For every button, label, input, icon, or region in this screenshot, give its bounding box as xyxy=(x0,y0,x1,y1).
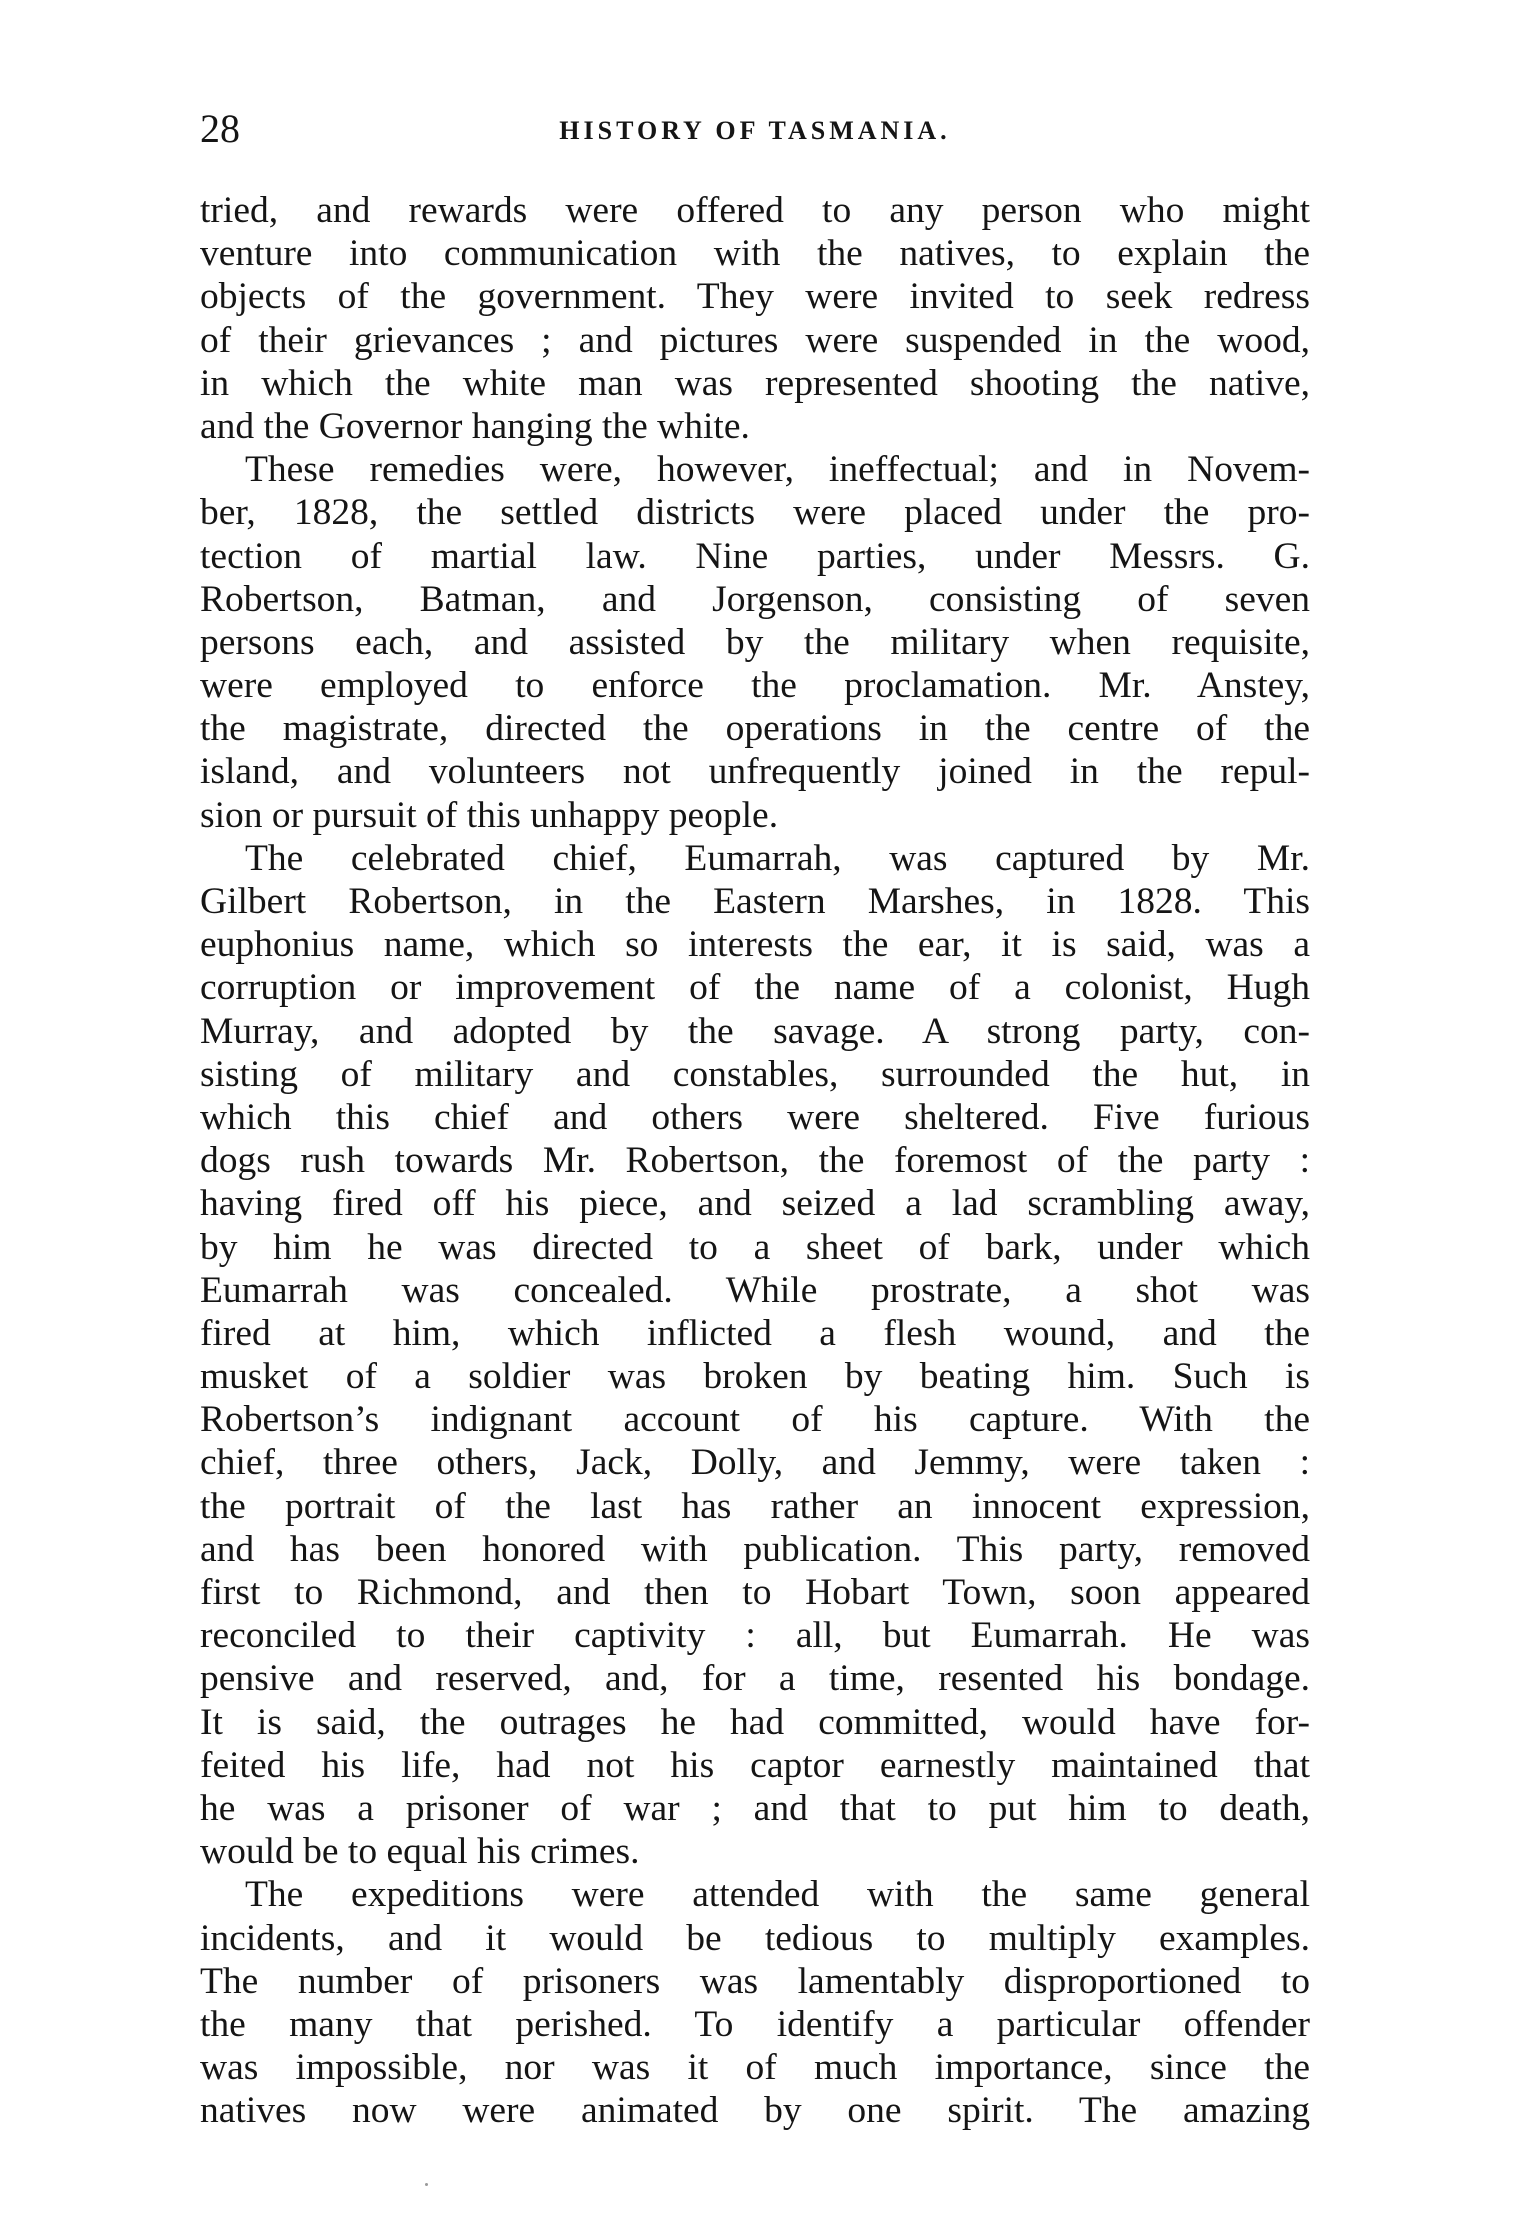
text-line: pensive and reserved, and, for a time, resented his bondage. xyxy=(200,1658,1310,1700)
text-line: dogs rush towards Mr. Robertson, the foremost of the party : xyxy=(200,1140,1310,1182)
text-line: the magistrate, directed the operations in the centre of the xyxy=(200,708,1310,750)
text-line: tection of martial law. Nine parties, under Messrs. G. xyxy=(200,535,1310,577)
text-line: venture into communication with the natives, to explain the xyxy=(200,233,1310,275)
text-line: island, and volunteers not unfrequently joined in the repul- xyxy=(200,751,1310,793)
text-line: persons each, and assisted by the military when requisite, xyxy=(200,621,1310,663)
text-line: first to Richmond, and then to Hobart Town, soon appeared xyxy=(200,1572,1310,1613)
text-line: fired at him, which inflicted a flesh wound, and the xyxy=(200,1312,1310,1354)
text-line: The number of prisoners was lamentably disproportioned to xyxy=(200,1960,1310,2002)
text-line: Gilbert Robertson, in the Eastern Marshes, in 1828. This xyxy=(200,881,1310,922)
text-line: Murray, and adopted by the savage. A strong party, con- xyxy=(200,1010,1310,1052)
page-number: 28 xyxy=(200,106,240,151)
text-line: feited his life, had not his captor earnestly maintained that xyxy=(200,1744,1310,1786)
text-line: by him he was directed to a sheet of bark, under which xyxy=(200,1226,1310,1268)
text-line: incidents, and it would be tedious to multiply examples. xyxy=(200,1917,1310,1959)
text-line: tried, and rewards were offered to any person who might xyxy=(200,190,1310,231)
text-line: sion or pursuit of this unhappy people. xyxy=(200,794,779,836)
text-line: Eumarrah was concealed. While prostrate, a shot was xyxy=(200,1269,1310,1311)
text-line: the portrait of the last has rather an innocent expression, xyxy=(200,1485,1310,1527)
text-line: of their grievances ; and pictures were suspended in the wood, xyxy=(200,319,1310,361)
text-line: Robertson, Batman, and Jorgenson, consisting of seven xyxy=(200,578,1310,620)
text-line: and has been honored with publication. This party, removed xyxy=(200,1528,1310,1570)
paragraph-first-line: The expeditions were attended with the same general xyxy=(245,1874,1310,1916)
text-line: which this chief and others were sheltered. Five furious xyxy=(200,1096,1310,1138)
text-line: would be to equal his crimes. xyxy=(200,1831,640,1873)
text-line: natives now were animated by one spirit. The amazing xyxy=(200,2090,1310,2132)
text-line: the many that perished. To identify a particular offender xyxy=(200,2003,1310,2045)
text-line: corruption or improvement of the name of a colonist, Hugh xyxy=(200,967,1310,1009)
text-line: was impossible, nor was it of much importance, since the xyxy=(200,2047,1310,2089)
text-line: and the Governor hanging the white. xyxy=(200,405,750,447)
scan-speck xyxy=(425,2183,428,2186)
text-line: sisting of military and constables, surrounded the hut, in xyxy=(200,1053,1310,1095)
paragraph-first-line: These remedies were, however, ineffectual; and in Novem- xyxy=(245,449,1310,491)
running-head xyxy=(200,104,1310,154)
text-line: ber, 1828, the settled districts were placed under the pro- xyxy=(200,492,1310,534)
text-line: Robertson’s indignant account of his capture. With the xyxy=(200,1399,1310,1441)
text-line: he was a prisoner of war ; and that to put him to death, xyxy=(200,1787,1310,1829)
body-text xyxy=(200,189,1310,2132)
text-line: in which the white man was represented shooting the native, xyxy=(200,362,1310,404)
text-line: having fired off his piece, and seized a lad scrambling away, xyxy=(200,1183,1310,1225)
text-line: reconciled to their captivity : all, but Eumarrah. He was xyxy=(200,1615,1310,1657)
paragraph-first-line: The celebrated chief, Eumarrah, was captured by Mr. xyxy=(245,837,1310,879)
text-line: musket of a soldier was broken by beating him. Such is xyxy=(200,1356,1310,1398)
text-line: It is said, the outrages he had committed, would have for- xyxy=(200,1701,1310,1743)
text-line: objects of the government. They were invited to seek redress xyxy=(200,276,1310,318)
running-title: HISTORY OF TASMANIA. xyxy=(559,116,951,145)
text-line: were employed to enforce the proclamation. Mr. Anstey, xyxy=(200,665,1310,707)
text-line: chief, three others, Jack, Dolly, and Jemmy, were taken : xyxy=(200,1442,1310,1484)
text-line: euphonius name, which so interests the ear, it is said, was a xyxy=(200,924,1310,966)
